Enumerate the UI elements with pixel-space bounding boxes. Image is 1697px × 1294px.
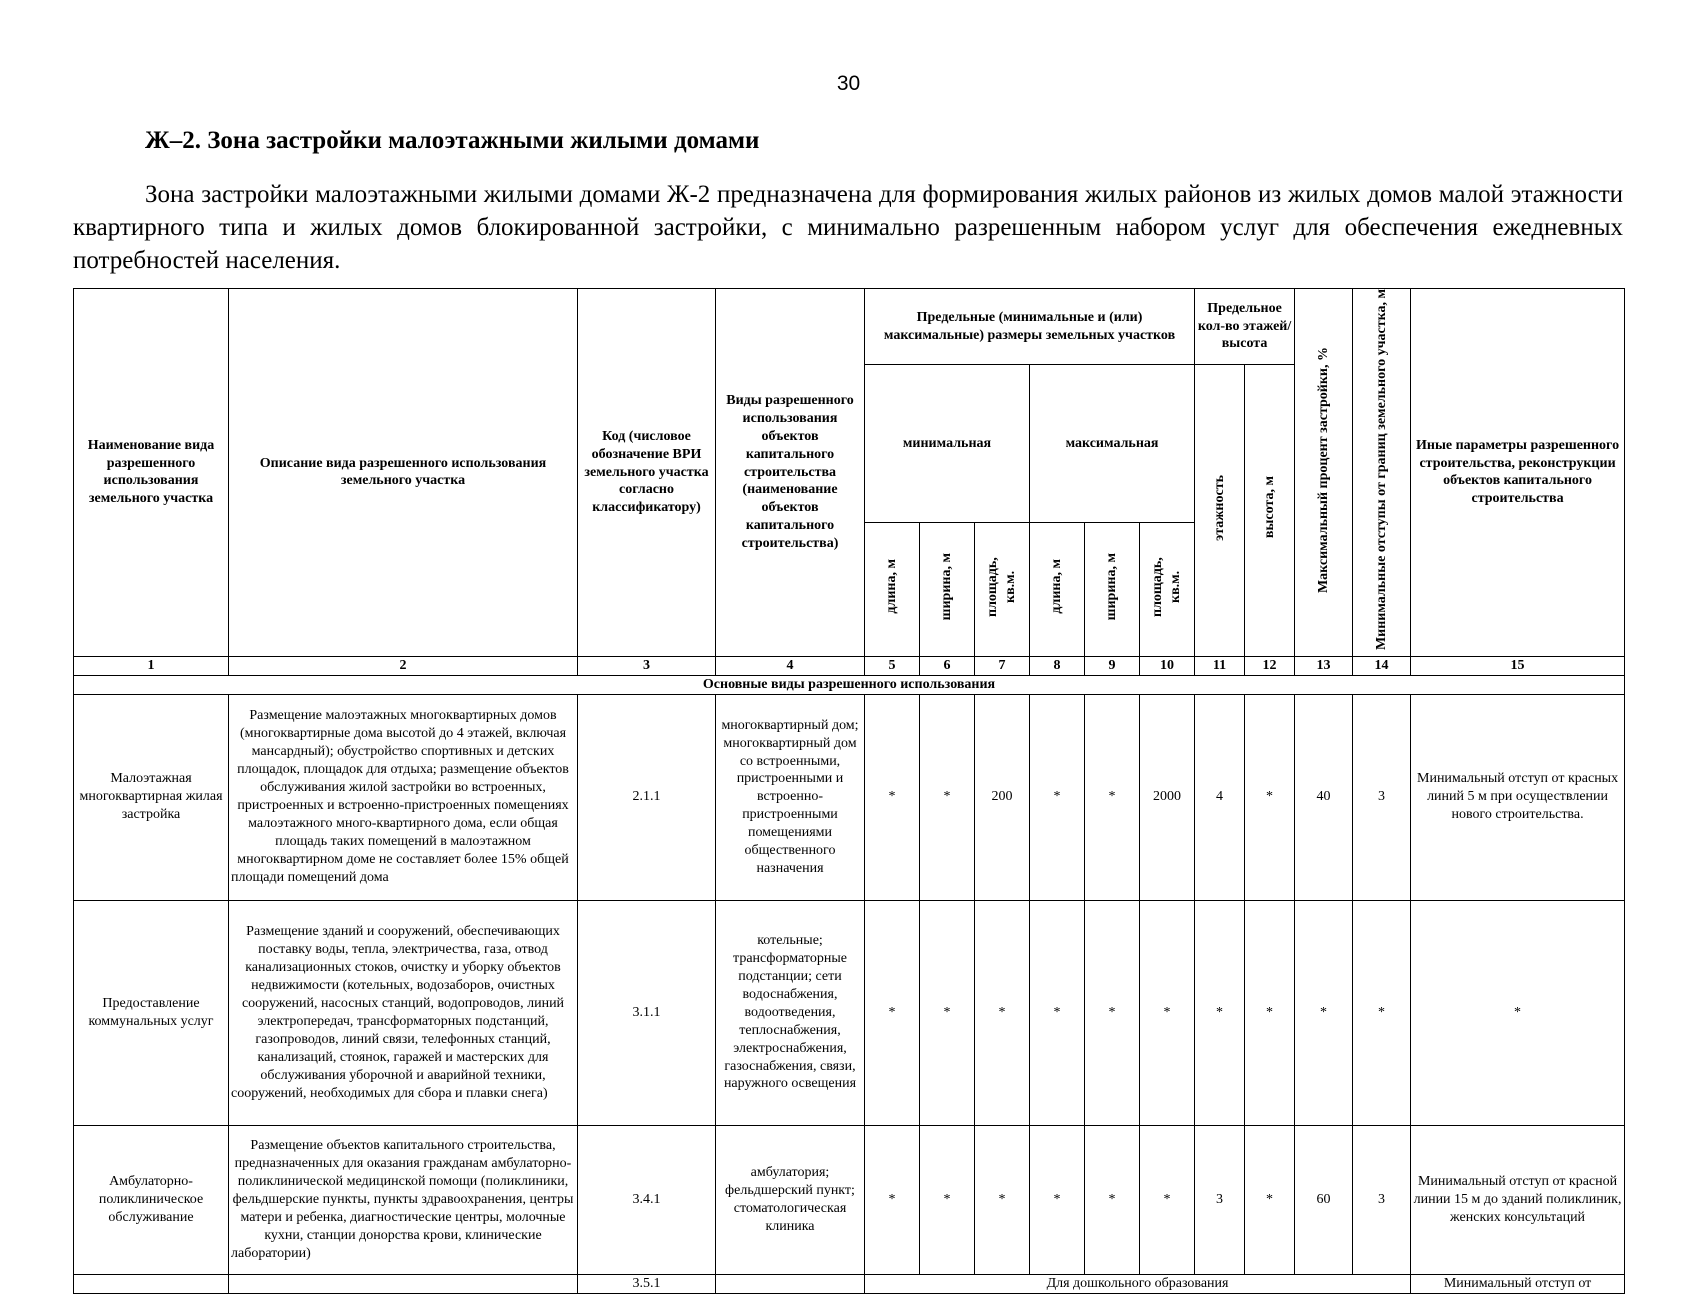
- row-value: 40: [1295, 694, 1353, 900]
- row-description: Размещение малоэтажных многоквартирных домов (многоквартирные дома высотой до 4 этажей, включая мансардный); обустройство спортивных и детских площадок, площадок для отдыха; размещение объектов обслуживания жилой застройки во встроенных, пристроенных и встроенно-пристроенных помещениях малоэтажного много-квартирного дома, если общая площадь таких помещений в малоэтажном многоквартирном доме не составляет более 15% общей площади помещений дома: [229, 694, 578, 900]
- row-value: *: [920, 900, 975, 1125]
- header-min-length: длина, м: [865, 522, 920, 656]
- row-value: *: [1085, 694, 1140, 900]
- column-number: 5: [865, 656, 920, 675]
- header-max-length: длина, м: [1030, 522, 1085, 656]
- column-number: 15: [1411, 656, 1625, 675]
- row-value: 4: [1195, 694, 1245, 900]
- row-code: 3.1.1: [578, 900, 716, 1125]
- header-other-params: Иные параметры разрешенного строительства, реконструкции объектов капитального строительства: [1411, 289, 1625, 657]
- column-number: 7: [975, 656, 1030, 675]
- row-value: *: [1245, 1125, 1295, 1274]
- row-value: 60: [1295, 1125, 1353, 1274]
- header-build-percent: Максимальный процент застройки, %: [1295, 289, 1353, 657]
- row-value: 2000: [1140, 694, 1195, 900]
- header-description: Описание вида разрешенного использования земельного участка: [229, 289, 578, 657]
- row-name: Предоставление коммунальных услуг: [74, 900, 229, 1125]
- row-value: *: [1030, 900, 1085, 1125]
- row-value: *: [920, 694, 975, 900]
- section-heading: Ж–2. Зона застройки малоэтажными жилыми домами: [145, 127, 760, 154]
- row-value: *: [865, 900, 920, 1125]
- row-other: Минимальный отступ от красных линий 5 м при осуществлении нового строительства.: [1411, 694, 1625, 900]
- header-min-width: ширина, м: [920, 522, 975, 656]
- row-value: *: [1085, 900, 1140, 1125]
- row-value: 3: [1353, 1125, 1411, 1274]
- row-other: *: [1411, 900, 1625, 1125]
- column-number: 6: [920, 656, 975, 675]
- row-value: *: [1085, 1125, 1140, 1274]
- column-number: 11: [1195, 656, 1245, 675]
- column-number: 2: [229, 656, 578, 675]
- header-min-area: площадь, кв.м.: [975, 522, 1030, 656]
- row-value: *: [975, 900, 1030, 1125]
- row-value: *: [1353, 900, 1411, 1125]
- row-span-text: Для дошкольного образования: [865, 1274, 1411, 1293]
- row-objects: котельные; трансформаторные подстанции; сети водоснабжения, водоотведения, теплоснабжения, электроснабжения, газоснабжения, связи, наружного освещения: [716, 900, 865, 1125]
- row-value: *: [1245, 694, 1295, 900]
- row-value: *: [1140, 900, 1195, 1125]
- column-number: 13: [1295, 656, 1353, 675]
- row-value: *: [975, 1125, 1030, 1274]
- section-row-title: Основные виды разрешенного использования: [74, 675, 1625, 694]
- row-code: 2.1.1: [578, 694, 716, 900]
- row-name: Амбулаторно-поликлиническое обслуживание: [74, 1125, 229, 1274]
- row-name: [74, 1274, 229, 1293]
- header-objects: Виды разрешенного использования объектов капитального строительства (наименование объектов капитального строительства): [716, 289, 865, 657]
- header-floors: этажность: [1195, 365, 1245, 657]
- table-row: [74, 694, 1625, 900]
- row-objects: амбулатория; фельдшерский пункт; стоматологическая клиника: [716, 1125, 865, 1274]
- row-other: Минимальный отступ от: [1411, 1274, 1625, 1293]
- row-code: 3.5.1: [578, 1274, 716, 1293]
- row-value: *: [1030, 694, 1085, 900]
- header-code: Код (числовое обозначение ВРИ земельного участка согласно классификатору): [578, 289, 716, 657]
- row-value: *: [1140, 1125, 1195, 1274]
- row-value: 3: [1195, 1125, 1245, 1274]
- row-description: Размещение объектов капитального строительства, предназначенных для оказания гражданам амбулаторно-поликлинической медицинской помощи (поликлиники, фельдшерские пункты, пункты здравоохранения, центры матери и ребенка, диагностические центры, молочные кухни, станции донорства крови, клинические лаборатории): [229, 1125, 578, 1274]
- regulations-table: [73, 288, 1625, 1294]
- row-value: 200: [975, 694, 1030, 900]
- intro-paragraph: Зона застройки малоэтажными жилыми домами Ж-2 предназначена для формирования жилых районов из жилых домов малой этажности квартирного типа и жилых домов блокированной застройки, с минимально разрешенным набором услуг для обеспечения ежедневных потребностей населения.: [73, 181, 1623, 274]
- row-objects: [716, 1274, 865, 1293]
- row-code: 3.4.1: [578, 1125, 716, 1274]
- row-other: Минимальный отступ от красной линии 15 м до зданий поликлиник, женских консультаций: [1411, 1125, 1625, 1274]
- row-description: Размещение зданий и сооружений, обеспечивающих поставку воды, тепла, электричества, газа, отвод канализационных стоков, очистку и уборку объектов недвижимости (котельных, водозаборов, очистных сооружений, насосных станций, водопроводов, линий электропередач, трансформаторных подстанций, газопроводов, линий связи, телефонных станций, канализаций, стоянок, гаражей и мастерских для обслуживания уборочной и аварийной техники, сооружений, необходимых для сбора и плавки снега): [229, 900, 578, 1125]
- row-value: *: [1245, 900, 1295, 1125]
- row-value: *: [865, 1125, 920, 1274]
- row-objects: многоквартирный дом; многоквартирный дом со встроенными, пристроенными и встроенно-пристроенными помещениями общественного назначения: [716, 694, 865, 900]
- row-value: 3: [1353, 694, 1411, 900]
- row-value: *: [1195, 900, 1245, 1125]
- row-value: *: [865, 694, 920, 900]
- header-setback: Минимальные отступы от границ земельного участка, м: [1353, 289, 1411, 657]
- header-floors-group: Предельное кол-во этажей/ высота: [1195, 289, 1295, 365]
- page-number: 30: [836, 72, 861, 95]
- row-value: *: [920, 1125, 975, 1274]
- header-plot-sizes: Предельные (минимальные и (или) максимальные) размеры земельных участков: [865, 289, 1195, 365]
- column-number: 9: [1085, 656, 1140, 675]
- column-number: 14: [1353, 656, 1411, 675]
- row-value: *: [1295, 900, 1353, 1125]
- row-value: *: [1030, 1125, 1085, 1274]
- header-min: минимальная: [865, 365, 1030, 523]
- column-number: 1: [74, 656, 229, 675]
- header-height: высота, м: [1245, 365, 1295, 657]
- header-max: максимальная: [1030, 365, 1195, 523]
- column-number: 12: [1245, 656, 1295, 675]
- table-row: [74, 900, 1625, 1125]
- table-row: [74, 1274, 1625, 1293]
- column-number: 3: [578, 656, 716, 675]
- column-number: 8: [1030, 656, 1085, 675]
- row-name: Малоэтажная многоквартирная жилая застройка: [74, 694, 229, 900]
- row-description: [229, 1274, 578, 1293]
- column-number: 10: [1140, 656, 1195, 675]
- header-name: Наименование вида разрешенного использования земельного участка: [74, 289, 229, 657]
- header-max-area: площадь, кв.м.: [1140, 522, 1195, 656]
- column-number: 4: [716, 656, 865, 675]
- header-max-width: ширина, м: [1085, 522, 1140, 656]
